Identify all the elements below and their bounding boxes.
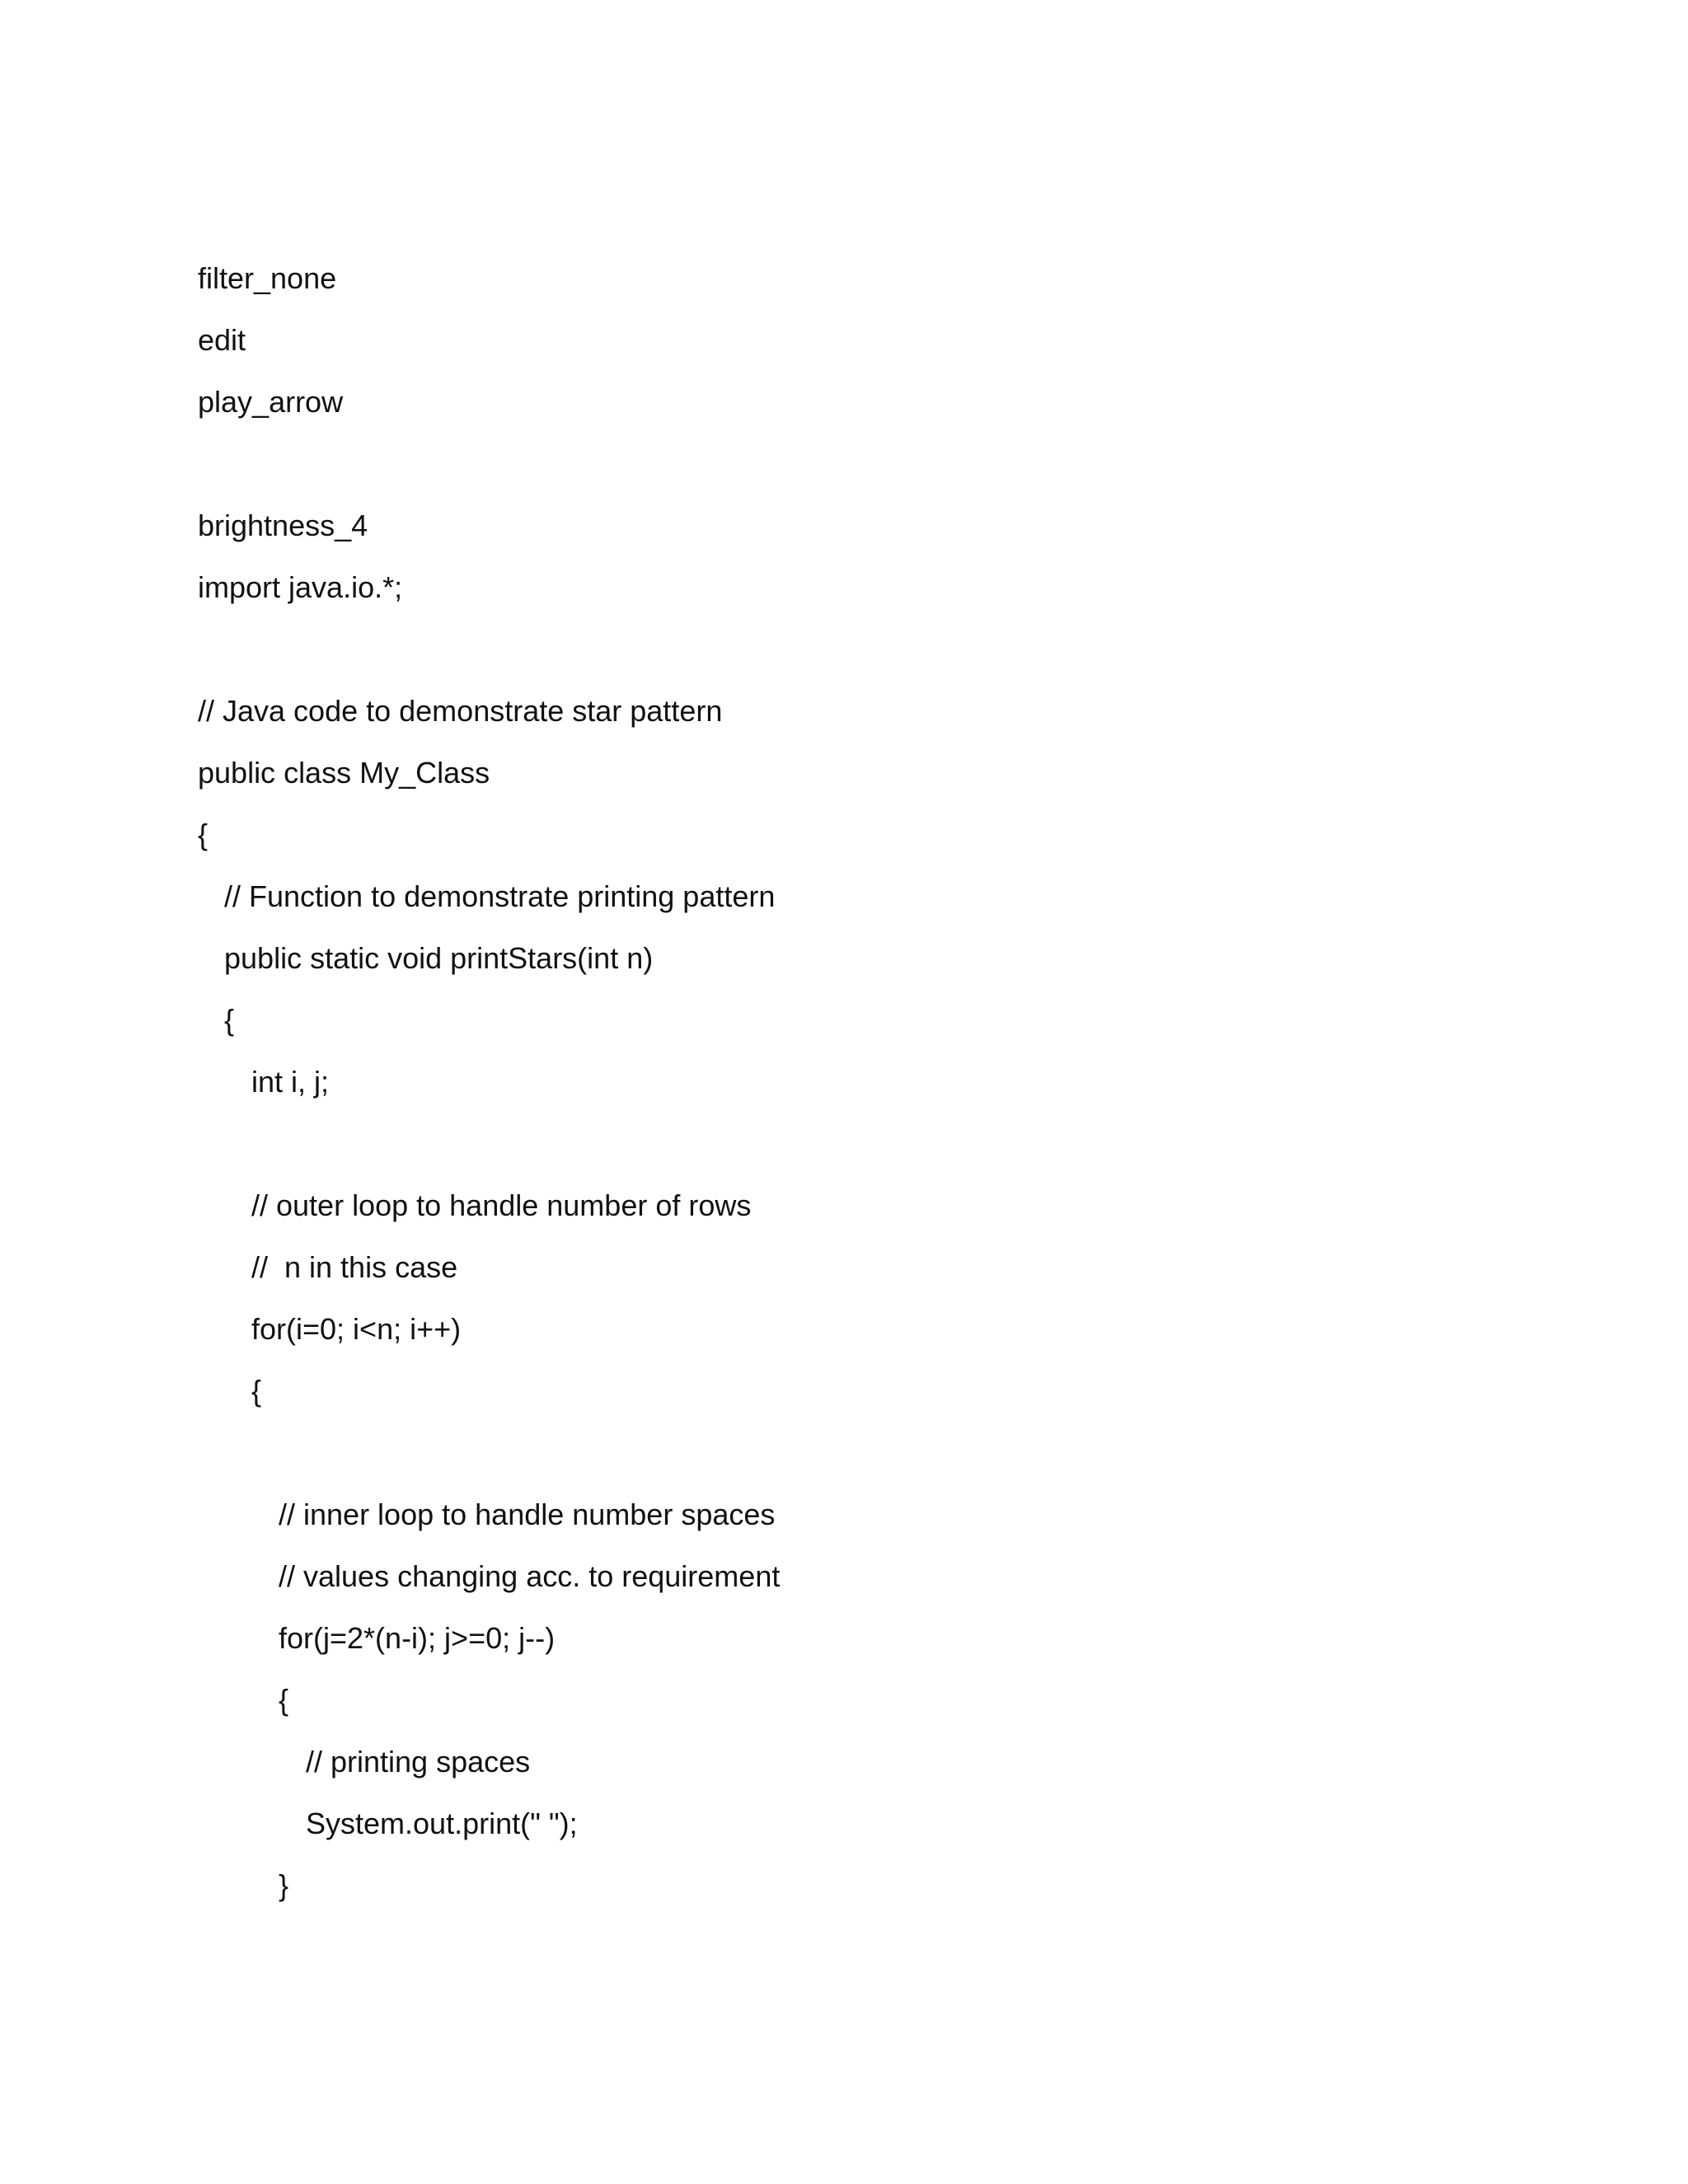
code-line-play-arrow: play_arrow [198,385,344,419]
code-comment-function: // Function to demonstrate printing pattern [224,879,776,913]
code-comment-printing-spaces: // printing spaces [306,1745,531,1779]
code-line-import: import java.io.*; [198,570,403,604]
code-line-method-signature: public static void printStars(int n) [224,941,654,975]
code-comment-values: // values changing acc. to requirement [279,1559,781,1593]
code-comment-outer-loop: // outer loop to handle number of rows [251,1188,752,1222]
code-line-method-open-brace: { [224,1003,235,1037]
code-line-variable-declaration: int i, j; [251,1065,330,1099]
code-line-class-declaration: public class My_Class [198,756,490,790]
code-line-outer-open-brace: { [251,1374,262,1408]
code-line-inner-close-brace: } [279,1868,289,1902]
code-line-filter-none: filter_none [198,261,337,295]
code-line-outer-for: for(i=0; i<n; i++) [251,1312,462,1346]
code-line-class-open-brace: { [198,818,209,851]
code-comment-n-case: // n in this case [251,1250,458,1284]
code-comment-inner-loop: // inner loop to handle number spaces [279,1497,776,1531]
code-line-print-space: System.out.print(" "); [306,1807,578,1840]
code-line-inner-for: for(j=2*(n-i); j>=0; j--) [279,1621,556,1655]
code-line-brightness: brightness_4 [198,509,368,542]
code-line-edit: edit [198,323,246,357]
code-line-inner-open-brace: { [279,1683,289,1717]
code-comment-java-demo: // Java code to demonstrate star pattern [198,694,723,728]
